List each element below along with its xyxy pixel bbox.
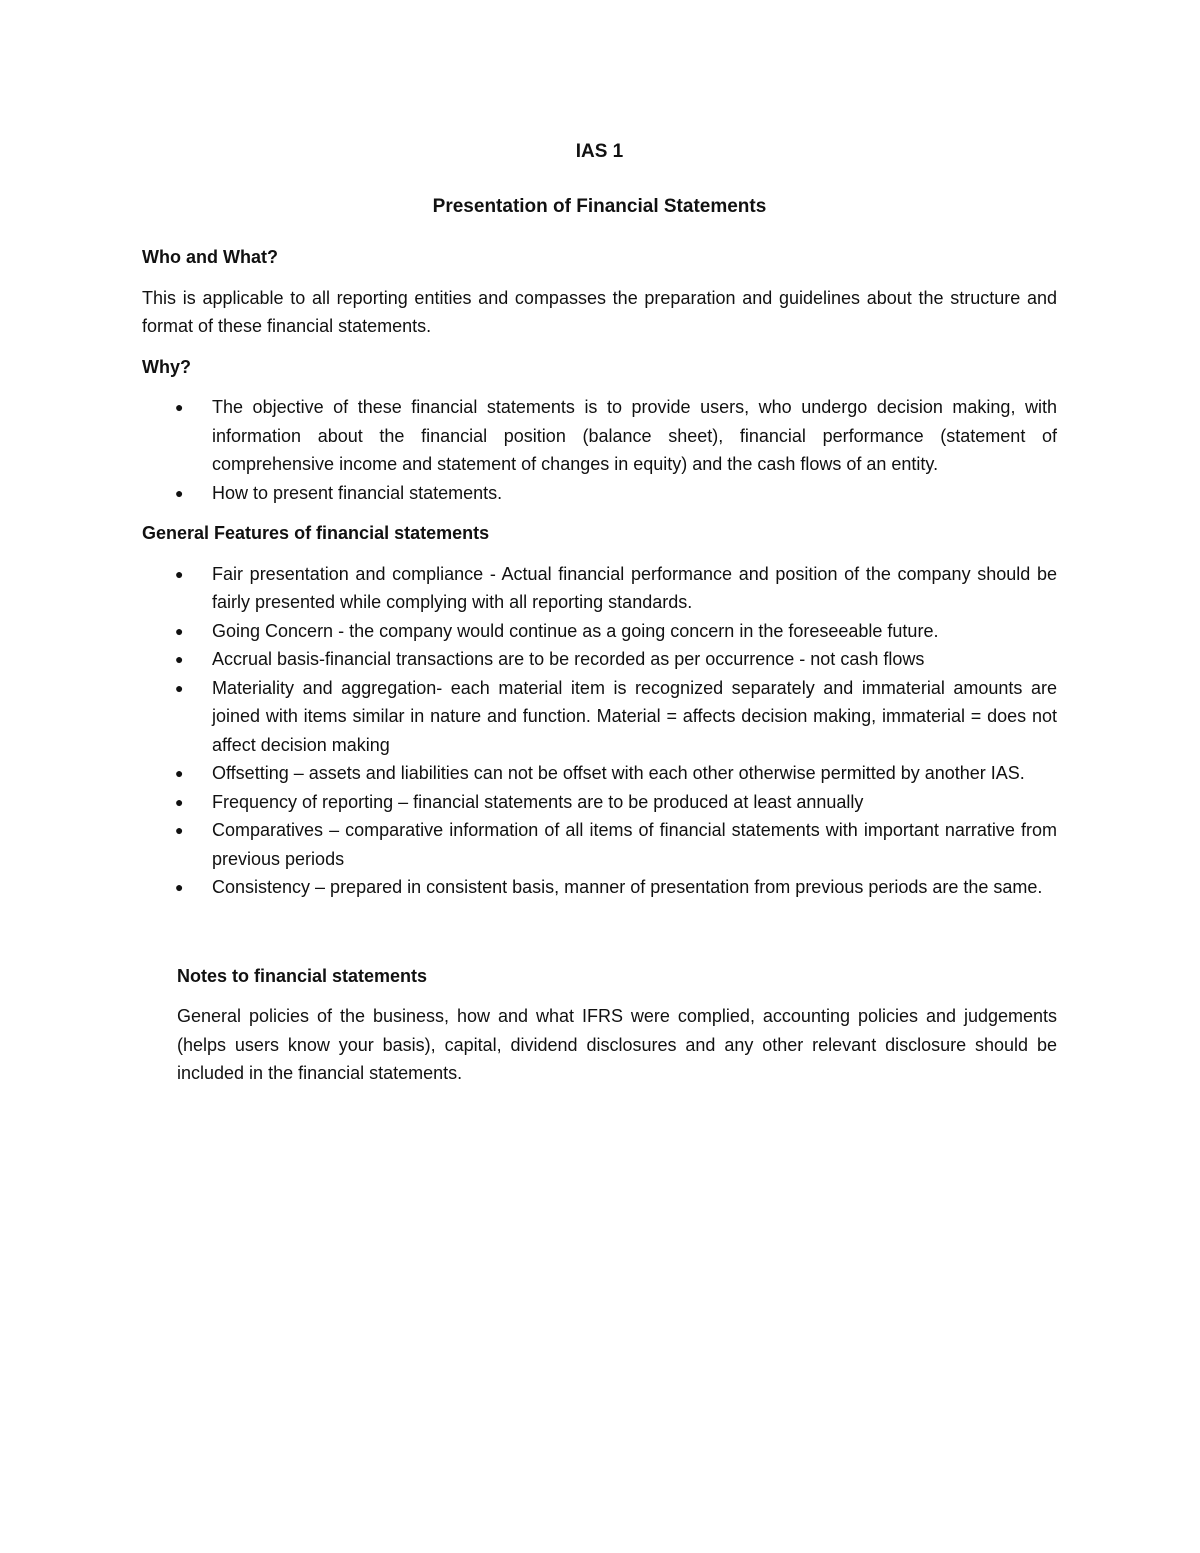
spacer: [142, 914, 1057, 962]
bullet-icon: ●: [175, 565, 184, 582]
bullet-list-general-features: [142, 560, 1057, 902]
section-text-who-what: This is applicable to all reporting entities and compasses the preparation and guidelines about the structure and format of these financial statements.: [142, 287, 1057, 336]
section-text-notes: General policies of the business, how and what IFRS were complied, accounting policies and judgements (helps users know your basis), capital, dividend disclosures and any other relevant disclosure should be included in the financial statements.: [177, 1006, 1057, 1083]
document-title: IAS 1: [575, 141, 624, 162]
bullet-icon: ●: [175, 822, 184, 838]
document-subtitle: Presentation of Financial Statements: [432, 195, 767, 217]
list-item: [142, 617, 1057, 646]
bullet-icon: ●: [175, 484, 184, 501]
list-item-text: How to present financial statements.: [212, 482, 503, 503]
bullet-icon: ●: [175, 399, 184, 415]
list-item-text: Frequency of reporting – financial statements are to be produced at least annually: [212, 791, 864, 812]
bullet-icon: ●: [175, 651, 184, 667]
list-item-text: Comparatives – comparative information of all items of financial statements with important narrative from previous periods: [212, 820, 1057, 869]
list-item: [142, 645, 1057, 674]
bullet-list-why: [142, 393, 1057, 507]
list-item-text: Accrual basis-financial transactions are to be recorded as per occurrence - not cash flows: [212, 649, 925, 669]
list-item: [142, 816, 1057, 873]
list-item: [142, 560, 1057, 617]
bullet-icon: ●: [175, 622, 184, 639]
list-item: [142, 759, 1057, 788]
section-heading-general-features: General Features of financial statements: [142, 523, 490, 543]
list-item-text: Offsetting – assets and liabilities can not be offset with each other otherwise permitted by another IAS.: [212, 763, 1025, 783]
bullet-icon: ●: [175, 879, 184, 895]
bullet-icon: ●: [175, 679, 184, 696]
list-item: [142, 674, 1057, 760]
notes-section: [142, 962, 1057, 1088]
list-item-text: Going Concern - the company would continue as a going concern in the foreseeable future.: [212, 620, 939, 641]
list-item: [142, 788, 1057, 817]
section-heading-notes: Notes to financial statements: [177, 965, 428, 986]
list-item-text: The objective of these financial statements is to provide users, who undergo decision making, with information about the financial position (balance sheet), financial performance (statement of comprehensive income and statement of changes in equity) and the cash flows of an entity.: [212, 397, 1057, 474]
list-item-text: Fair presentation and compliance - Actual financial performance and position of the company should be fairly presented while complying with all reporting standards.: [212, 563, 1057, 612]
section-heading-who-what: Who and What?: [142, 247, 278, 267]
section-heading-why: Why?: [142, 356, 191, 377]
document-body: [142, 138, 1057, 1100]
bullet-icon: ●: [175, 793, 184, 810]
list-item-text: Materiality and aggregation- each material item is recognized separately and immaterial amounts are joined with items similar in nature and function. Material = affects decision making, immaterial = does not affect decision making: [212, 677, 1057, 755]
list-item: [142, 873, 1057, 902]
bullet-icon: ●: [175, 765, 184, 781]
list-item: [142, 479, 1057, 508]
list-item-text: Consistency – prepared in consistent basis, manner of presentation from previous periods are the same.: [212, 877, 1043, 897]
list-item: [142, 393, 1057, 479]
